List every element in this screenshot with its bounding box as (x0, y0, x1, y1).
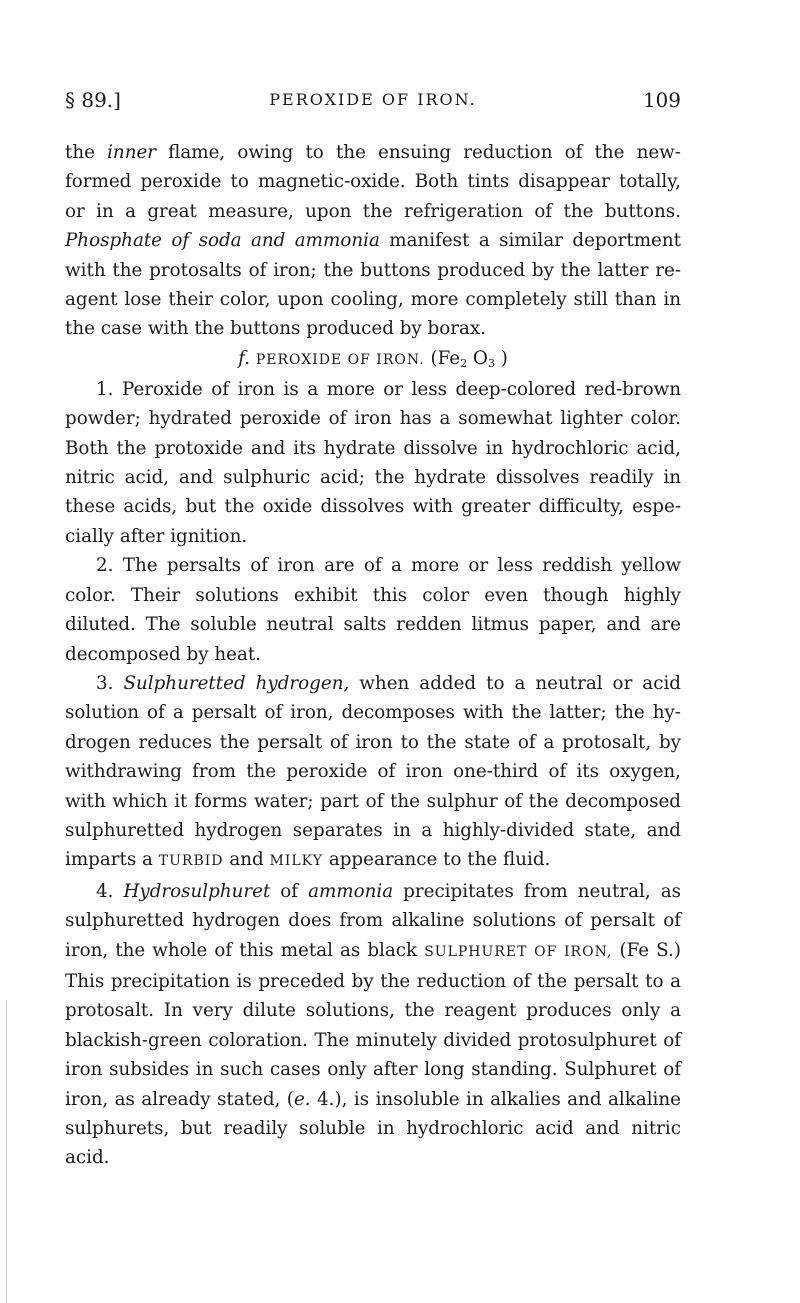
paragraph-number: 4. (96, 880, 124, 902)
italic-term: Phosphate of soda and ammonia (65, 230, 380, 252)
formula-subscript: 2 (460, 356, 468, 370)
small-caps-term: SULPHURET OF IRON, (424, 943, 613, 960)
paragraph-2: 2. The persalts of iron are of a more or less reddish yellow color. Their solutions exhibit this color even though highly diluted. The soluble neutral salts redden litmus paper, and are decomposed by heat. (65, 555, 681, 665)
italic-term: e. (293, 1088, 311, 1110)
page-edge-line (6, 1000, 7, 1303)
text-run: when added to a neutral or acid solution of a persalt of iron, decomposes with the latter; the hy-drogen reduces the persalt of iron to the state of a protosalt, by withdrawing from the peroxide of iron one-third of its oxygen, with which it forms water; part of the sulphur of the decomposed sulphuretted hydrogen separates in a highly-divided state, and imparts a (65, 672, 681, 871)
formula-subscript: 3 (487, 356, 495, 370)
formula-part: O (467, 347, 488, 369)
text-run: manifest a similar deportment with the protosalts of iron; the buttons produced by the latter re-agent lose their color, upon cooling, more completely still than in the case with the buttons produced by borax. (65, 230, 681, 340)
italic-term: Hydrosulphuret (123, 880, 271, 902)
formula-part: (Fe (424, 347, 461, 369)
text-run: (Fe S.) This precipitation is preceded by the reduction of the persalt to a protosalt. In very dilute solutions, the reagent produces only a blackish-green coloration. The minutely divided protosulphuret of iron subsides in such cases only after long standing. Sulphuret of iron, as already stated, ( (65, 939, 681, 1110)
section-marker: § 89.] (65, 88, 121, 112)
section-heading (65, 344, 681, 375)
formula-part: ) (494, 347, 508, 369)
paragraph-number: 3. (96, 672, 124, 694)
text-run: precipitates from neutral, as sulphuretted hydrogen does from alkaline solutions of persalt of iron, the whole of this metal as black (65, 880, 681, 961)
text-run: flame, owing to the ensuing reduction of the new-formed peroxide to magnetic-oxide. Both tints disappear totally, or in a great measure, upon the refrigeration of the buttons. (65, 142, 681, 222)
paragraph-1: 1. Peroxide of iron is a more or less deep-colored red-brown powder; hydrated peroxide of iron has a somewhat lighter color. Both the protoxide and its hydrate dissolve in hydrochloric acid, nitric acid, and sulphuric acid; the hydrate dissolves readily in these acids, but the oxide dissolves with greater difficulty, espe-cially after ignition. (65, 378, 681, 547)
running-header (65, 88, 681, 118)
paragraph-4 (65, 877, 681, 1173)
running-title: PEROXIDE OF IRON. (269, 90, 477, 109)
heading-letter: f. (238, 347, 251, 369)
text-run: of (270, 880, 309, 902)
paragraph-3 (65, 669, 681, 877)
text-run: appearance to the fluid. (323, 849, 551, 871)
italic-term: ammonia (308, 880, 394, 902)
italic-term: Sulphuretted hydrogen, (123, 672, 350, 694)
intro-paragraph (65, 138, 681, 344)
text-run: and (223, 849, 270, 871)
page-number: 109 (642, 88, 681, 112)
text-run: 4.), is insoluble in alkalies and alkaline sulphurets, but readily soluble in hydrochloric acid and nitric acid. (65, 1088, 681, 1169)
text-run: the (65, 142, 108, 163)
italic-term: inner (107, 142, 157, 163)
body-text (65, 138, 681, 1173)
small-caps-term: MILKY (269, 853, 324, 870)
heading-title: PEROXIDE OF IRON. (255, 351, 425, 368)
small-caps-term: TURBID (158, 853, 224, 870)
